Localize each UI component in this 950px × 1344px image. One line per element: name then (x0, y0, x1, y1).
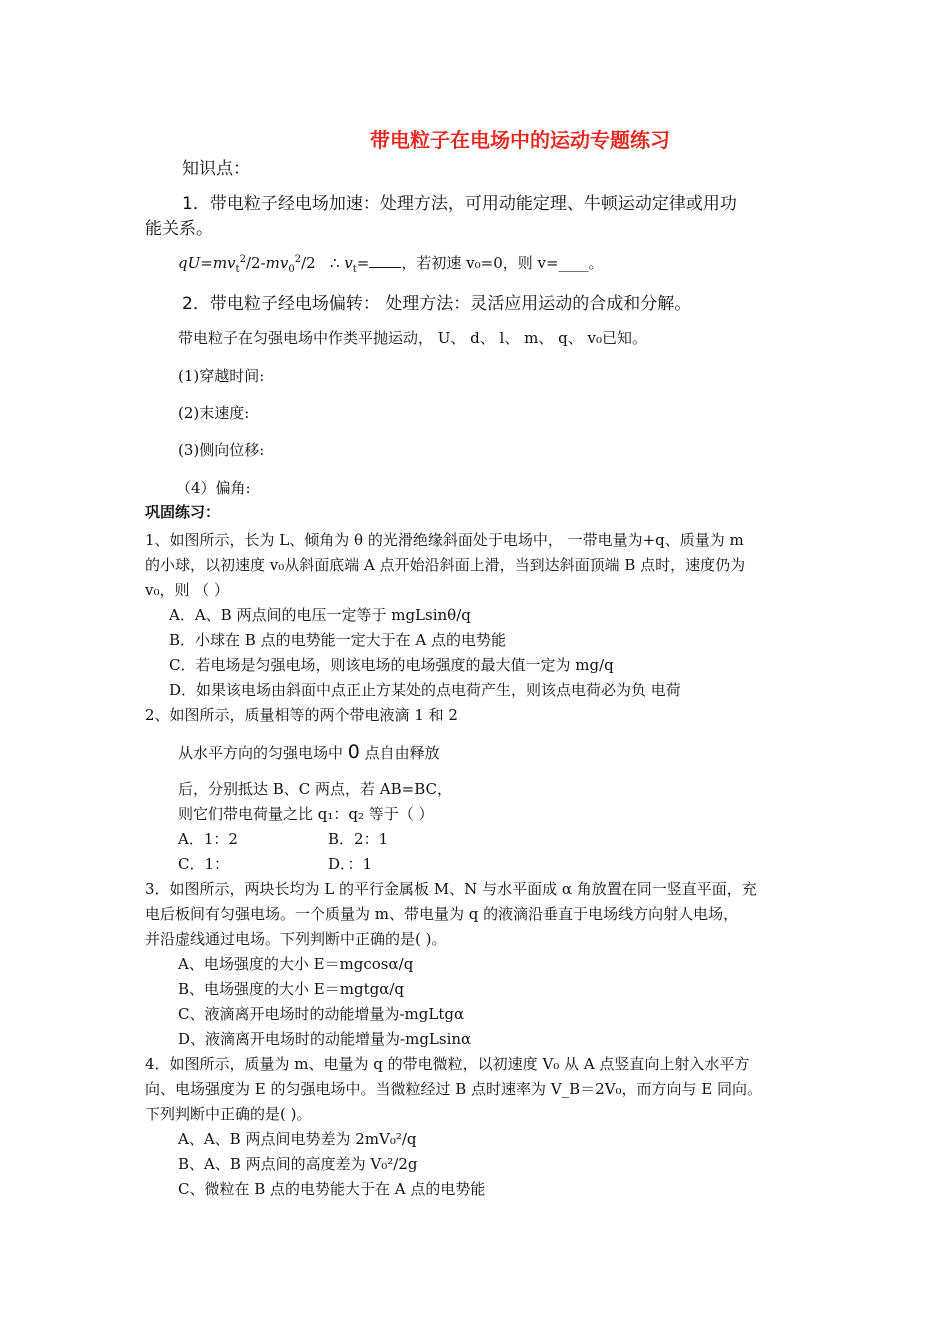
q2-line2-end: 点自由释放 (359, 744, 440, 762)
knowledge-item: (3)侧向位移: (178, 441, 265, 459)
q4-option-a: A、A、B 两点间电势差为 2mV₀²/q (178, 1130, 417, 1148)
q1-option-b: B．小球在 B 点的电势能一定大于在 A 点的电势能 (169, 631, 506, 649)
q2-line: 后，分别抵达 B、C 两点，若 AB=BC， (178, 780, 453, 798)
q2-line2-start: 从水平方向的匀强电场中 (178, 744, 348, 762)
q4-line: 下列判断中正确的是( )。 (145, 1105, 312, 1123)
q3-option-b: B、电场强度的大小 E＝mgtgα/q (178, 980, 404, 998)
q2-option-b: B．2：1 (328, 830, 389, 848)
q3-line: 并沿虚线通过电场。下列判断中正确的是( )。 (145, 930, 447, 948)
q1-option-a: A．A、B 两点间的电压一定等于 mgLsinθ/q (169, 606, 471, 624)
q4-line: 向、电场强度为 E 的匀强电场中。当微粒经过 B 点时速率为 V_B＝2V₀，而方向与 E 同向。 (145, 1080, 763, 1098)
point1-line2: 能关系。 (145, 219, 213, 239)
formula-tail: ，若初速 v₀=0，则 v=____。 (401, 254, 604, 272)
formula-main: $qU=mv_t^2/2-mv_0^2/2$ ∴ $v_t=$ (178, 254, 401, 272)
q4-option-b: B、A、B 两点间的高度差为 V₀²/2g (178, 1155, 418, 1173)
q2-point-o: 0 (347, 741, 360, 763)
q3-option-a: A、电场强度的大小 E＝mgcosα/q (178, 955, 414, 973)
q4-line: 4．如图所示，质量为 m、电量为 q 的带电微粒，以初速度 V₀ 从 A 点竖直向上射入水平方 (145, 1055, 750, 1073)
page-title: 带电粒子在电场中的运动专题练习 (370, 128, 670, 152)
point1-line1: 1．带电粒子经电场加速：处理方法，可用动能定理、牛顿运动定律或用功 (182, 194, 737, 214)
q1-line: 的小球，以初速度 v₀从斜面底端 A 点开始沿斜面上滑，当到达斜面顶端 B 点时，速度仍为 (145, 556, 746, 574)
acceleration-formula (178, 252, 604, 275)
q1-line: 1、如图所示，长为 L、倾角为 θ 的光滑绝缘斜面处于电场中， 一带电量为+q、质量为 m (145, 531, 744, 549)
point2-description: 带电粒子在匀强电场中作类平抛运动， U、 d、 l、 m、 q、 v₀已知。 (178, 329, 647, 347)
q3-option-c: C、液滴离开电场时的动能增量为-mgLtgα (178, 1005, 465, 1023)
q2-option-c: C．1： (178, 855, 230, 873)
q2-option-a: A．1：2 (178, 830, 238, 848)
knowledge-heading: 知识点： (182, 159, 250, 179)
q2-line: 2、如图所示，质量相等的两个带电液滴 1 和 2 (145, 706, 458, 724)
q1-line: v₀，则 （ ） (145, 581, 230, 599)
q2-line (178, 741, 440, 763)
q1-option-d: D．如果该电场由斜面中点正止方某处的点电荷产生，则该点电荷必为负 电荷 (169, 681, 681, 699)
knowledge-item: (1)穿越时间: (178, 367, 265, 385)
q3-option-d: D、液滴离开电场时的动能增量为-mgLsinα (178, 1030, 472, 1048)
q2-line: 则它们带电荷量之比 q₁：q₂ 等于（ ） (178, 805, 434, 823)
knowledge-item: (2)末速度: (178, 404, 250, 422)
q3-line: 电后板间有匀强电场。一个质量为 m、带电量为 q 的液滴沿垂直于电场线方向射人电场， (145, 905, 739, 923)
q3-line: 3．如图所示，两块长均为 L 的平行金属板 M、N 与水平面成 α 角放置在同一竖直平面，充 (145, 880, 757, 898)
knowledge-item: （4）偏角: (176, 479, 251, 497)
q1-option-c: C．若电场是匀强电场，则该电场的电场强度的最大值一定为 mg/q (169, 656, 614, 674)
practice-heading: 巩固练习： (145, 503, 221, 521)
q4-option-c: C、微粒在 B 点的电势能大于在 A 点的电势能 (178, 1180, 486, 1198)
point2-line: 2．带电粒子经电场偏转： 处理方法：灵活应用运动的合成和分解。 (182, 294, 692, 314)
q2-option-d: D．：1 (328, 855, 373, 873)
